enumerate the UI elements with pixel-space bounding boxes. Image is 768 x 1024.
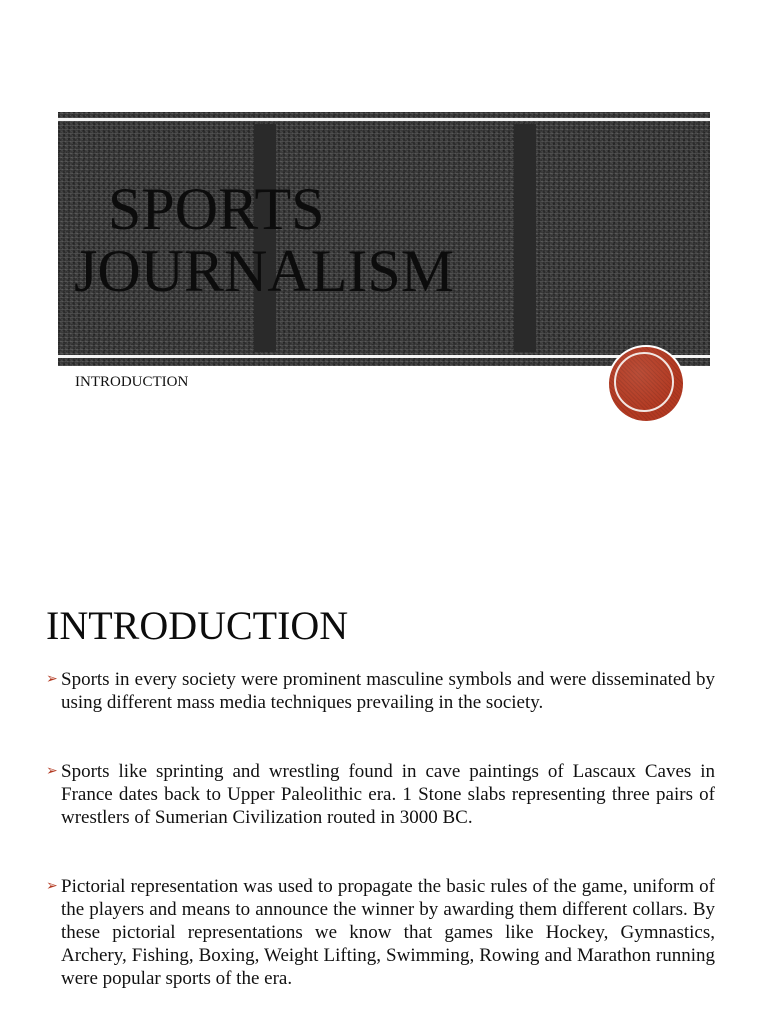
banner-top-rule	[58, 118, 710, 121]
arrowhead-bullet-icon: ➢	[46, 879, 58, 894]
title-banner	[58, 112, 710, 366]
arrowhead-bullet-icon: ➢	[46, 672, 58, 687]
bullet-item	[46, 875, 715, 990]
content-slide	[0, 580, 768, 1024]
banner-bottom-rule	[58, 355, 710, 358]
bullet-text: Sports like sprinting and wrestling found in cave paintings of Lascaux Caves in France dates back to Upper Paleolithic era. 1 Stone slabs representing three pairs of wrestlers of Sumerian Civilization routed in 3000 BC.	[61, 761, 715, 828]
bullet-item	[46, 668, 715, 714]
slide-title	[74, 178, 634, 302]
content-heading: INTRODUCTION	[46, 603, 349, 648]
slide-subtitle: INTRODUCTION	[75, 374, 189, 390]
slide-title-line-2: JOURNALISM	[74, 238, 455, 304]
slide-title-line-1: SPORTS	[108, 176, 325, 242]
arrowhead-bullet-icon: ➢	[46, 764, 58, 779]
badge-ring	[614, 352, 674, 412]
bullet-list	[46, 668, 715, 1024]
bullet-text: Sports in every society were prominent masculine symbols and were disseminated by using different mass media techniques prevailing in the society.	[61, 669, 715, 713]
bullet-text: Pictorial representation was used to propagate the basic rules of the game, uniform of the players and means to announce the winner by awarding them different collars. By these pictorial representations we know that games like Hockey, Gymnastics, Archery, Fishing, Boxing, Weight Lifting, Swimming, Rowing and Marathon running were popular sports of the era.	[61, 876, 715, 989]
circle-badge-icon	[607, 345, 685, 423]
bullet-item	[46, 760, 715, 829]
